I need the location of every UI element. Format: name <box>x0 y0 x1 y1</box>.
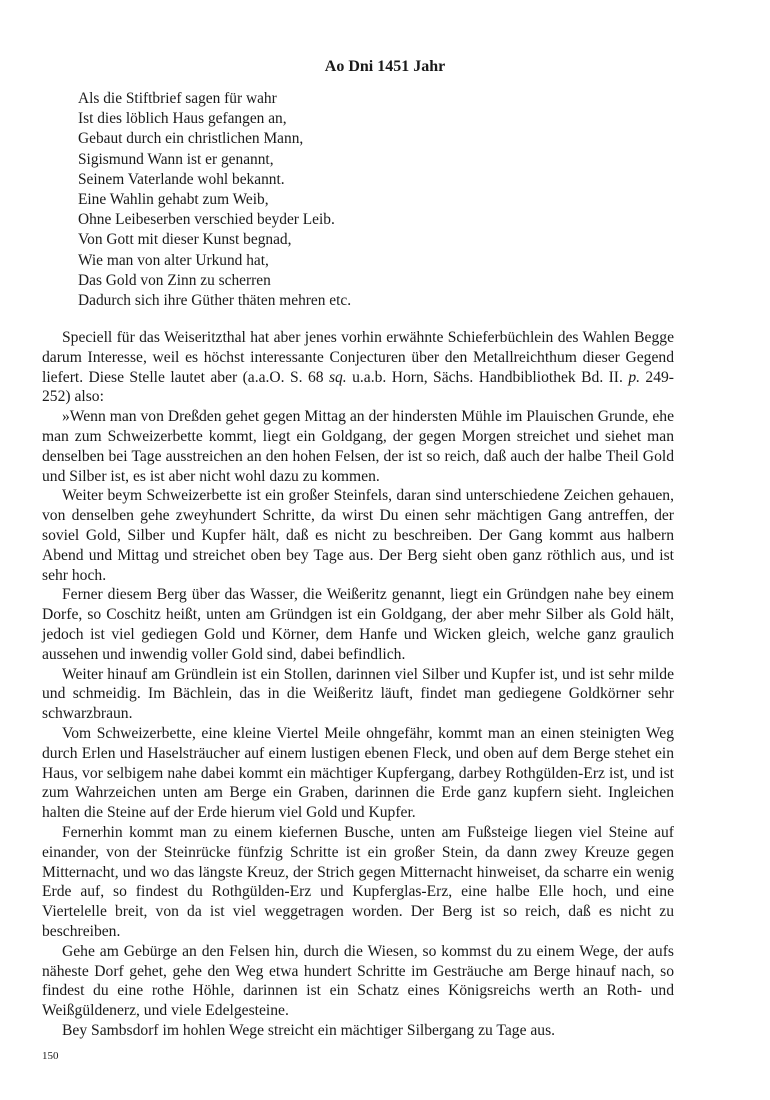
poem-line: Sigismund Wann ist er genannt, <box>78 150 274 168</box>
paragraph: Gehe am Gebürge an den Felsen hin, durch die Wiesen, so kommst du zu einem Wege, der aufs näheste Dorf gehet, gehe den Weg etwa hundert Schritte im Gesträuche am Berge hinauf nach, so findest du eine rothe Höhle, darinnen ist ein Schatz eines Königsreichs werth an Roth- und Weißgüldenerz, und viele Edelgesteine. <box>42 942 674 1020</box>
intro-text: 249-252) also: <box>42 368 674 406</box>
poem-line: Seinem Vaterlande wohl bekannt. <box>78 170 285 188</box>
paragraph: »Wenn man von Dreßden gehet gegen Mittag an der hindersten Mühle im Plauischen Grunde, ehe man zum Schweizerbette kommt, liegt ein Goldgang, der gegen Morgen streichet und siehet man denselben bei Tage ausstreichen an den hohen Felsen, der ist so reich, daß auch der halbe Theil Gold und Silber ist, es ist aber nicht wohl dazu zu kommen. <box>42 408 674 485</box>
intro-text: u.a.b. Horn, Sächs. Handbibliothek Bd. II. <box>346 368 629 386</box>
intro-paragraph <box>42 328 674 407</box>
intro-sq: sq. <box>328 368 347 386</box>
poem-line: Von Gott mit dieser Kunst begnad, <box>78 231 292 249</box>
poem-line: Dadurch sich ihre Güther thäten mehren etc. <box>78 292 352 310</box>
page-heading: Ao Dni 1451 Jahr <box>324 58 446 75</box>
intro-text: Speciell für das Weiseritzthal hat aber jenes vorhin erwähnte Schieferbüchlein des Wahlen Begge darum Interesse, weil es höchst interessante Conjecturen über den Metallreichthum dieser Gegend liefert. Diese Stelle lautet aber (a.a.O. S. 68 <box>42 329 674 386</box>
poem <box>78 89 351 311</box>
poem-line: Als die Stiftbrief sagen für wahr <box>78 90 277 107</box>
poem-line: Wie man von alter Urkund hat, <box>78 251 269 269</box>
poem-line: Ist dies löblich Haus gefangen an, <box>78 110 287 128</box>
prose-body <box>42 328 674 1041</box>
paragraph: Weiter beym Schweizerbette ist ein großer Steinfels, daran sind unterschiedene Zeichen gehauen, von denselben gehe zweyhundert Schritte, da wirst Du einen sehr mächtigen Gang antreffen, der soviel Gold, Silber und Kupfer hält, daß es nicht zu beschreiben. Der Gang kommt aus halbern Abend und Mittag und streichet oben bey Tage aus. Der Berg sieht oben ganz röthlich aus, und ist sehr hoch. <box>42 487 674 584</box>
poem-line: Gebaut durch ein christlichen Mann, <box>78 130 304 148</box>
paragraph: Fernerhin kommt man zu einem kiefernen Busche, unten am Fußsteige liegen viel Steine auf einander, von der Steinrücke fünfzig Schritte ist ein großer Stein, da dann zwey Kreuze gegen Mitternacht, und wo das längste Kreuz, der Strich gegen Mitternacht hinweiset, da scharre ein wenig Erde auf, so findest du Rothgülden-Erz und Kupferglas-Erz, eine halbe Elle hoch, und eine Viertelelle breit, von da ist viel weggetragen worden. Der Berg ist so reich, daß es nicht zu beschreiben. <box>42 823 674 940</box>
poem-line: Eine Wahlin gehabt zum Weib, <box>78 191 269 209</box>
paragraph: Bey Sambsdorf im hohlen Wege streicht ein mächtiger Silbergang zu Tage aus. <box>62 1021 556 1039</box>
paragraph: Ferner diesem Berg über das Wasser, die Weißeritz genannt, liegt ein Gründgen nahe bey einem Dorfe, so Coschitz heißt, unten am Gründgen ist ein Goldgang, der aber mehr Silber als Gold hält, jedoch ist viel gediegen Gold und Körner, dem Hanfe und Wicken gleich, welche ganz graulich aussehen und inwendig voller Gold sind, dabei befindlich. <box>42 586 674 663</box>
page-number: 150 <box>42 1050 59 1062</box>
intro-p: p. <box>628 368 641 386</box>
poem-line: Ohne Leibeserben verschied beyder Leib. <box>78 211 335 229</box>
paragraph: Weiter hinauf am Gründlein ist ein Stollen, darinnen viel Silber und Kupfer ist, und ist sehr milde und schmeidig. Im Bächlein, das in die Weißeritz läuft, findet man gediegene Goldkörner sehr schwarzbraun. <box>42 665 674 723</box>
poem-line: Das Gold von Zinn zu scherren <box>78 271 271 289</box>
paragraph: Vom Schweizerbette, eine kleine Viertel Meile ohngefähr, kommt man an einen steinigten Weg durch Erlen und Haselsträucher auf einem lustigen ebenen Fleck, und oben auf dem Berge stehet ein Haus, vor selbigem nahe dabei kommt ein mächtiger Kupfergang, darbey Rothgülden-Erz ist, und ist zum Wahrzeichen unten am Berge ein Graben, darinnen die Erde ganz kupfern sieht. Ingleichen halten die Steine auf der Erde hierum viel Gold und Kupfer. <box>42 724 674 822</box>
